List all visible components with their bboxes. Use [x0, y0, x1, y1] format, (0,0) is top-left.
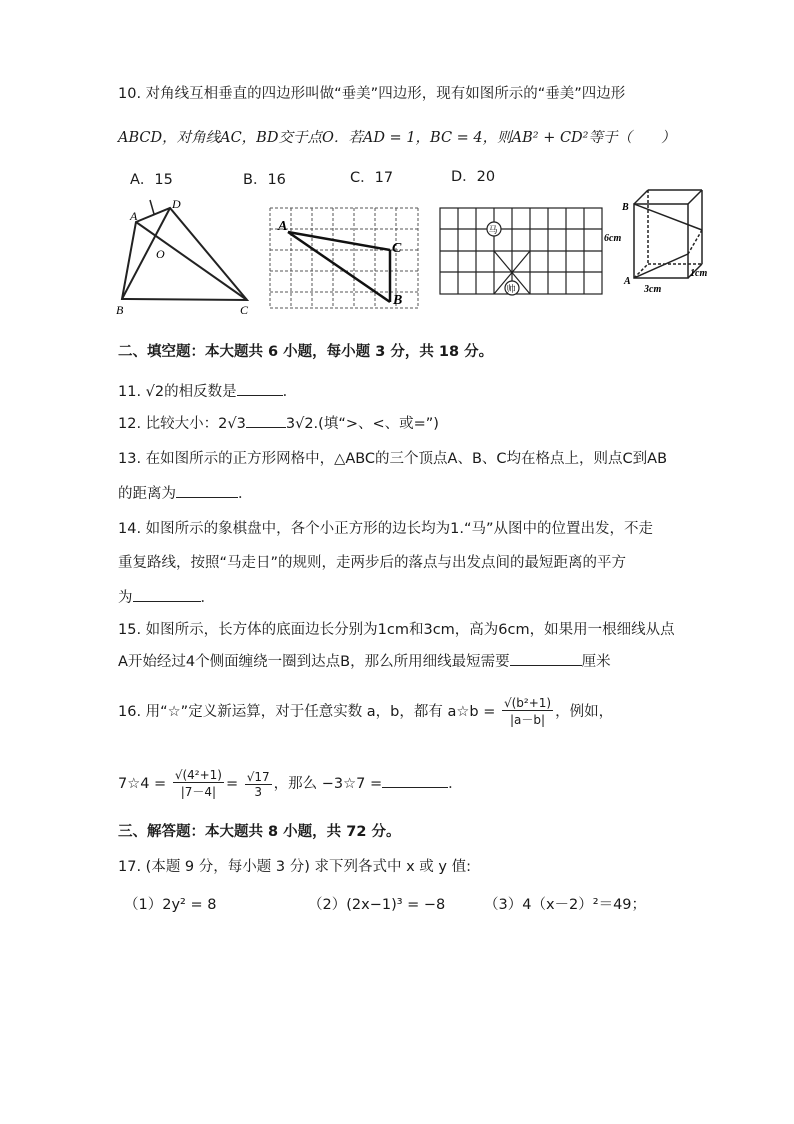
q14-answer-blank[interactable] — [133, 587, 201, 602]
q14-text: 为 — [118, 590, 133, 606]
cuboid-figure — [604, 184, 714, 296]
q16-example-left: 7☆4 = — [118, 776, 167, 792]
q13-end: ． — [238, 486, 253, 502]
q16-answer-blank[interactable] — [382, 773, 448, 788]
q15-answer-blank[interactable] — [510, 651, 582, 666]
q10-line2: ABCD，对角线AC，BD交于点O．若AD = 1，BC = 4，则AB² + CD²等于（ ） — [118, 130, 676, 146]
q11-answer-blank[interactable] — [237, 381, 283, 396]
q16-def-denominator: |a－b| — [510, 713, 546, 727]
q16-text: 16. 用“☆”定义新运算，对于任意实数 a，b，都有 a☆b = — [118, 704, 496, 720]
chess-horse-label: 马 — [488, 226, 498, 236]
q17-part1: （1）2y² = 8 — [124, 897, 217, 913]
q15-unit: 厘米 — [581, 654, 611, 670]
q16-ex-denominator: |7－4| — [180, 785, 217, 799]
q17-part2: （2）(2x−1)³ = −8 — [308, 897, 446, 913]
label-c: C — [240, 303, 249, 317]
q12-answer-blank[interactable] — [246, 413, 286, 428]
grid-label-b: B — [393, 293, 403, 308]
q10-option-c: C．17 — [350, 170, 394, 186]
q16-example-result — [245, 770, 272, 799]
grid-triangle-figure — [266, 204, 424, 314]
q10-option-a: A．15 — [130, 172, 173, 188]
box-length-label: 3cm — [644, 284, 662, 295]
q16-example-equals: = — [225, 776, 239, 792]
label-b: B — [116, 303, 124, 317]
q12-hint: (填“>、<、或=”) — [318, 416, 439, 432]
q14-line2: 重复路线，按照“马走日”的规则，走两步后的落点与出发点间的最短距离的平方 — [118, 555, 627, 571]
q16-ex-result-den: 3 — [254, 784, 263, 799]
q16-question: ，那么 −3☆7 = — [273, 776, 383, 792]
box-label-b: B — [622, 202, 629, 213]
q12 — [118, 412, 439, 433]
q16-end: ． — [448, 776, 463, 792]
q16-ex-numerator: √(4²+1) — [174, 768, 222, 782]
q13-line2 — [118, 482, 253, 503]
q16-def-numerator: √(b²+1) — [503, 696, 552, 710]
label-a: A — [130, 209, 138, 223]
box-label-a: A — [624, 276, 631, 287]
q15-line2 — [118, 650, 611, 671]
q10-option-d: D．20 — [451, 169, 496, 185]
q16-ex-result-num: √17 — [246, 769, 270, 784]
q12-mid: 3√2. — [285, 416, 319, 432]
box-width-label: 1cm — [690, 268, 708, 279]
chess-king-label: 帅 — [506, 285, 516, 295]
q12-text: 12. 比较大小：2√3 — [118, 416, 246, 432]
q16-text-end: ，例如， — [555, 704, 614, 720]
q16-line1 — [118, 696, 613, 728]
q10-line1: 10. 对角线互相垂直的四边形叫做“垂美”四边形，现有如图所示的“垂美”四边形 — [118, 86, 626, 102]
section-solve-heading: 三、解答题：本大题共 8 小题，共 72 分。 — [118, 824, 401, 840]
q15-text: A开始经过4个侧面缠绕一圈到达点B，那么所用细线最短需要 — [118, 654, 510, 670]
box-height-label: 6cm — [604, 233, 622, 244]
q16-line2 — [118, 768, 463, 800]
grid-label-c: C — [392, 241, 402, 256]
q17-part3: （3）4（x－2）²＝49； — [484, 897, 647, 913]
q16-definition-fraction — [502, 696, 553, 728]
q17-title: 17. (本题 9 分，每小题 3 分) 求下列各式中 x 或 y 值: — [118, 859, 471, 875]
q16-example-fraction — [173, 768, 224, 800]
q15-line1: 15. 如图所示，长方体的底面边长分别为1cm和3cm，高为6cm，如果用一根细线从点 — [118, 622, 675, 638]
q13-line1: 13. 在如图所示的正方形网格中，△ABC的三个顶点A、B、C均在格点上，则点C到AB — [118, 451, 668, 467]
section-fill-in-heading: 二、填空题：本大题共 6 小题，每小题 3 分，共 18 分。 — [118, 344, 494, 360]
label-o: O — [156, 247, 165, 261]
label-d: D — [172, 197, 181, 211]
q13-text: 的距离为 — [118, 486, 176, 502]
q11-text: 11. √2的相反数是 — [118, 384, 237, 400]
q13-answer-blank[interactable] — [176, 483, 238, 498]
q11 — [118, 380, 297, 401]
grid-label-a: A — [278, 219, 288, 234]
q11-end: ． — [282, 384, 298, 400]
q10-option-b: B．16 — [243, 172, 286, 188]
quadrilateral-figure — [112, 196, 262, 320]
q14-line1: 14. 如图所示的象棋盘中，各个小正方形的边长均为1.“马”从图中的位置出发，不走 — [118, 521, 654, 537]
q14-line3 — [118, 586, 215, 607]
chessboard-figure — [438, 206, 606, 298]
q14-end: ． — [200, 590, 215, 606]
